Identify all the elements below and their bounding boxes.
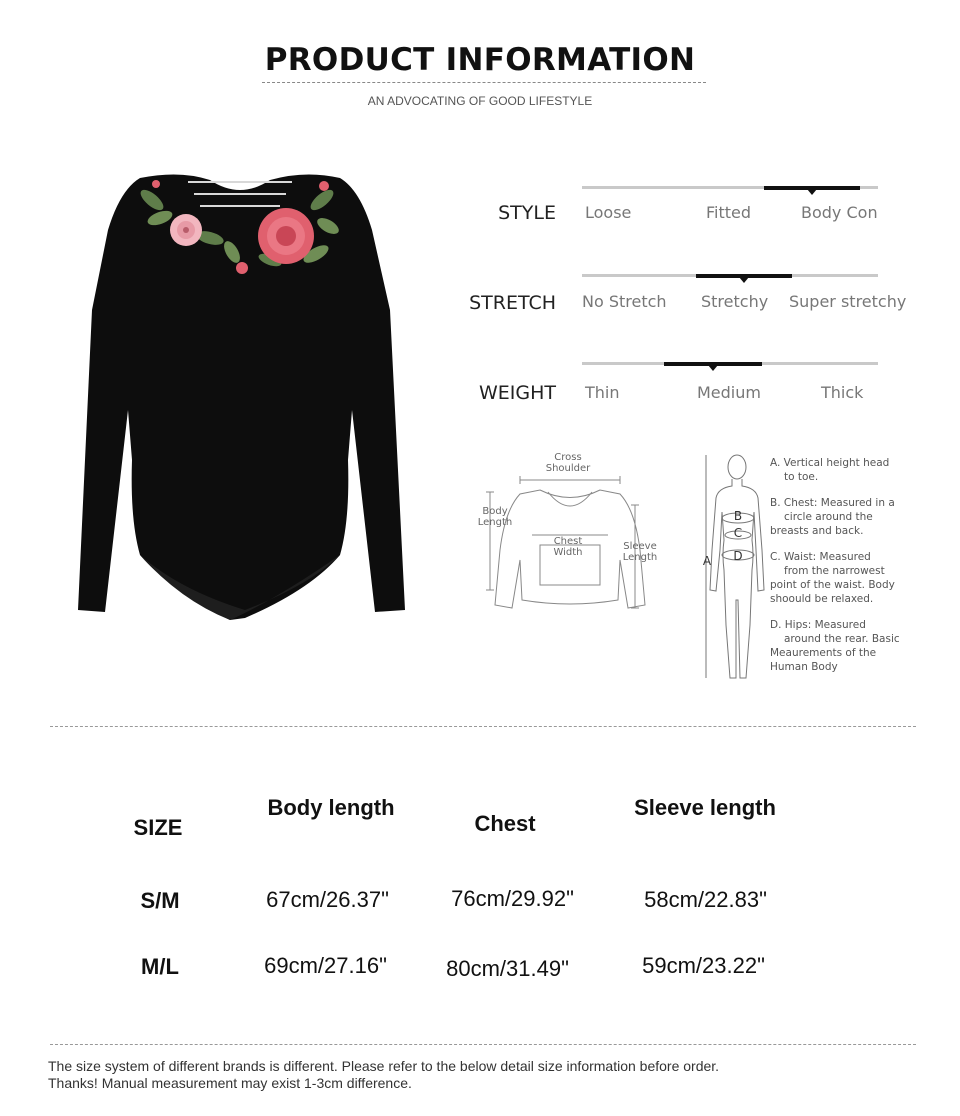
note-height: A. Vertical height head to toe.	[770, 457, 890, 483]
attr-option: Loose	[585, 203, 632, 222]
product-image	[60, 160, 420, 630]
marker-a: A	[702, 554, 712, 568]
attr-label-style: STYLE	[498, 202, 556, 224]
table-cell: 58cm/22.83"	[644, 887, 767, 912]
attr-option: No Stretch	[582, 292, 667, 311]
chest-width-label: Chest Width	[553, 536, 583, 558]
table-header-body-length: Body length	[267, 795, 395, 820]
marker-d: D	[733, 549, 743, 563]
cross-shoulder-label: Cross Shoulder	[545, 452, 591, 474]
note-chest: B. Chest: Measured in a circle around the breasts and back.	[770, 497, 895, 537]
sleeve-length-label: Sleeve Length	[622, 541, 658, 563]
attr-option-selected: Body Con	[801, 203, 878, 222]
disclaimer-line-1: The size system of different brands is different. Please refer to the below detail size information before order.	[48, 1058, 720, 1074]
size-disclaimer	[48, 1058, 719, 1092]
note-waist: C. Waist: Measured from the narrowest point of the waist. Body shoould be relaxed.	[770, 551, 895, 605]
table-cell-size: M/L	[141, 954, 179, 979]
page-title: PRODUCT INFORMATION	[264, 42, 696, 78]
attr-pointer-icon	[739, 277, 749, 283]
table-cell: 69cm/27.16"	[264, 953, 387, 978]
garment-measurement-diagram	[470, 450, 670, 620]
table-cell: 67cm/26.37"	[266, 887, 389, 912]
body-length-label: Body Length	[477, 506, 513, 528]
table-header-size: SIZE	[133, 815, 183, 840]
table-cell: 76cm/29.92"	[451, 886, 574, 911]
title-divider	[262, 82, 706, 83]
table-cell: 80cm/31.49"	[446, 956, 569, 981]
note-hips: D. Hips: Measured around the rear. Basic Meaurements of the Human Body	[770, 619, 900, 673]
bodysuit-shape	[78, 174, 405, 620]
measurement-notes	[770, 456, 910, 686]
attr-option: Super stretchy	[789, 292, 907, 311]
attr-label-stretch: STRETCH	[469, 292, 556, 314]
table-cell: 59cm/23.22"	[642, 953, 765, 978]
disclaimer-line-2: Thanks! Manual measurement may exist 1-3cm difference.	[48, 1075, 412, 1091]
table-header-sleeve-length: Sleeve length	[634, 795, 776, 820]
page-subtitle: AN ADVOCATING OF GOOD LIFESTYLE	[367, 94, 593, 108]
attr-pointer-icon	[708, 365, 718, 371]
section-divider	[50, 726, 916, 727]
table-cell-size: S/M	[140, 888, 180, 913]
marker-c: C	[733, 526, 743, 540]
attr-option: Thin	[585, 383, 620, 402]
attr-label-weight: WEIGHT	[478, 382, 556, 404]
table-header-chest: Chest	[474, 811, 536, 836]
footer-divider	[50, 1044, 916, 1045]
attr-option: Thick	[821, 383, 864, 402]
attr-option-selected: Stretchy	[701, 292, 769, 311]
attr-pointer-icon	[807, 189, 817, 195]
attr-option: Fitted	[706, 203, 752, 222]
attr-option-selected: Medium	[697, 383, 761, 402]
marker-b: B	[733, 509, 743, 523]
